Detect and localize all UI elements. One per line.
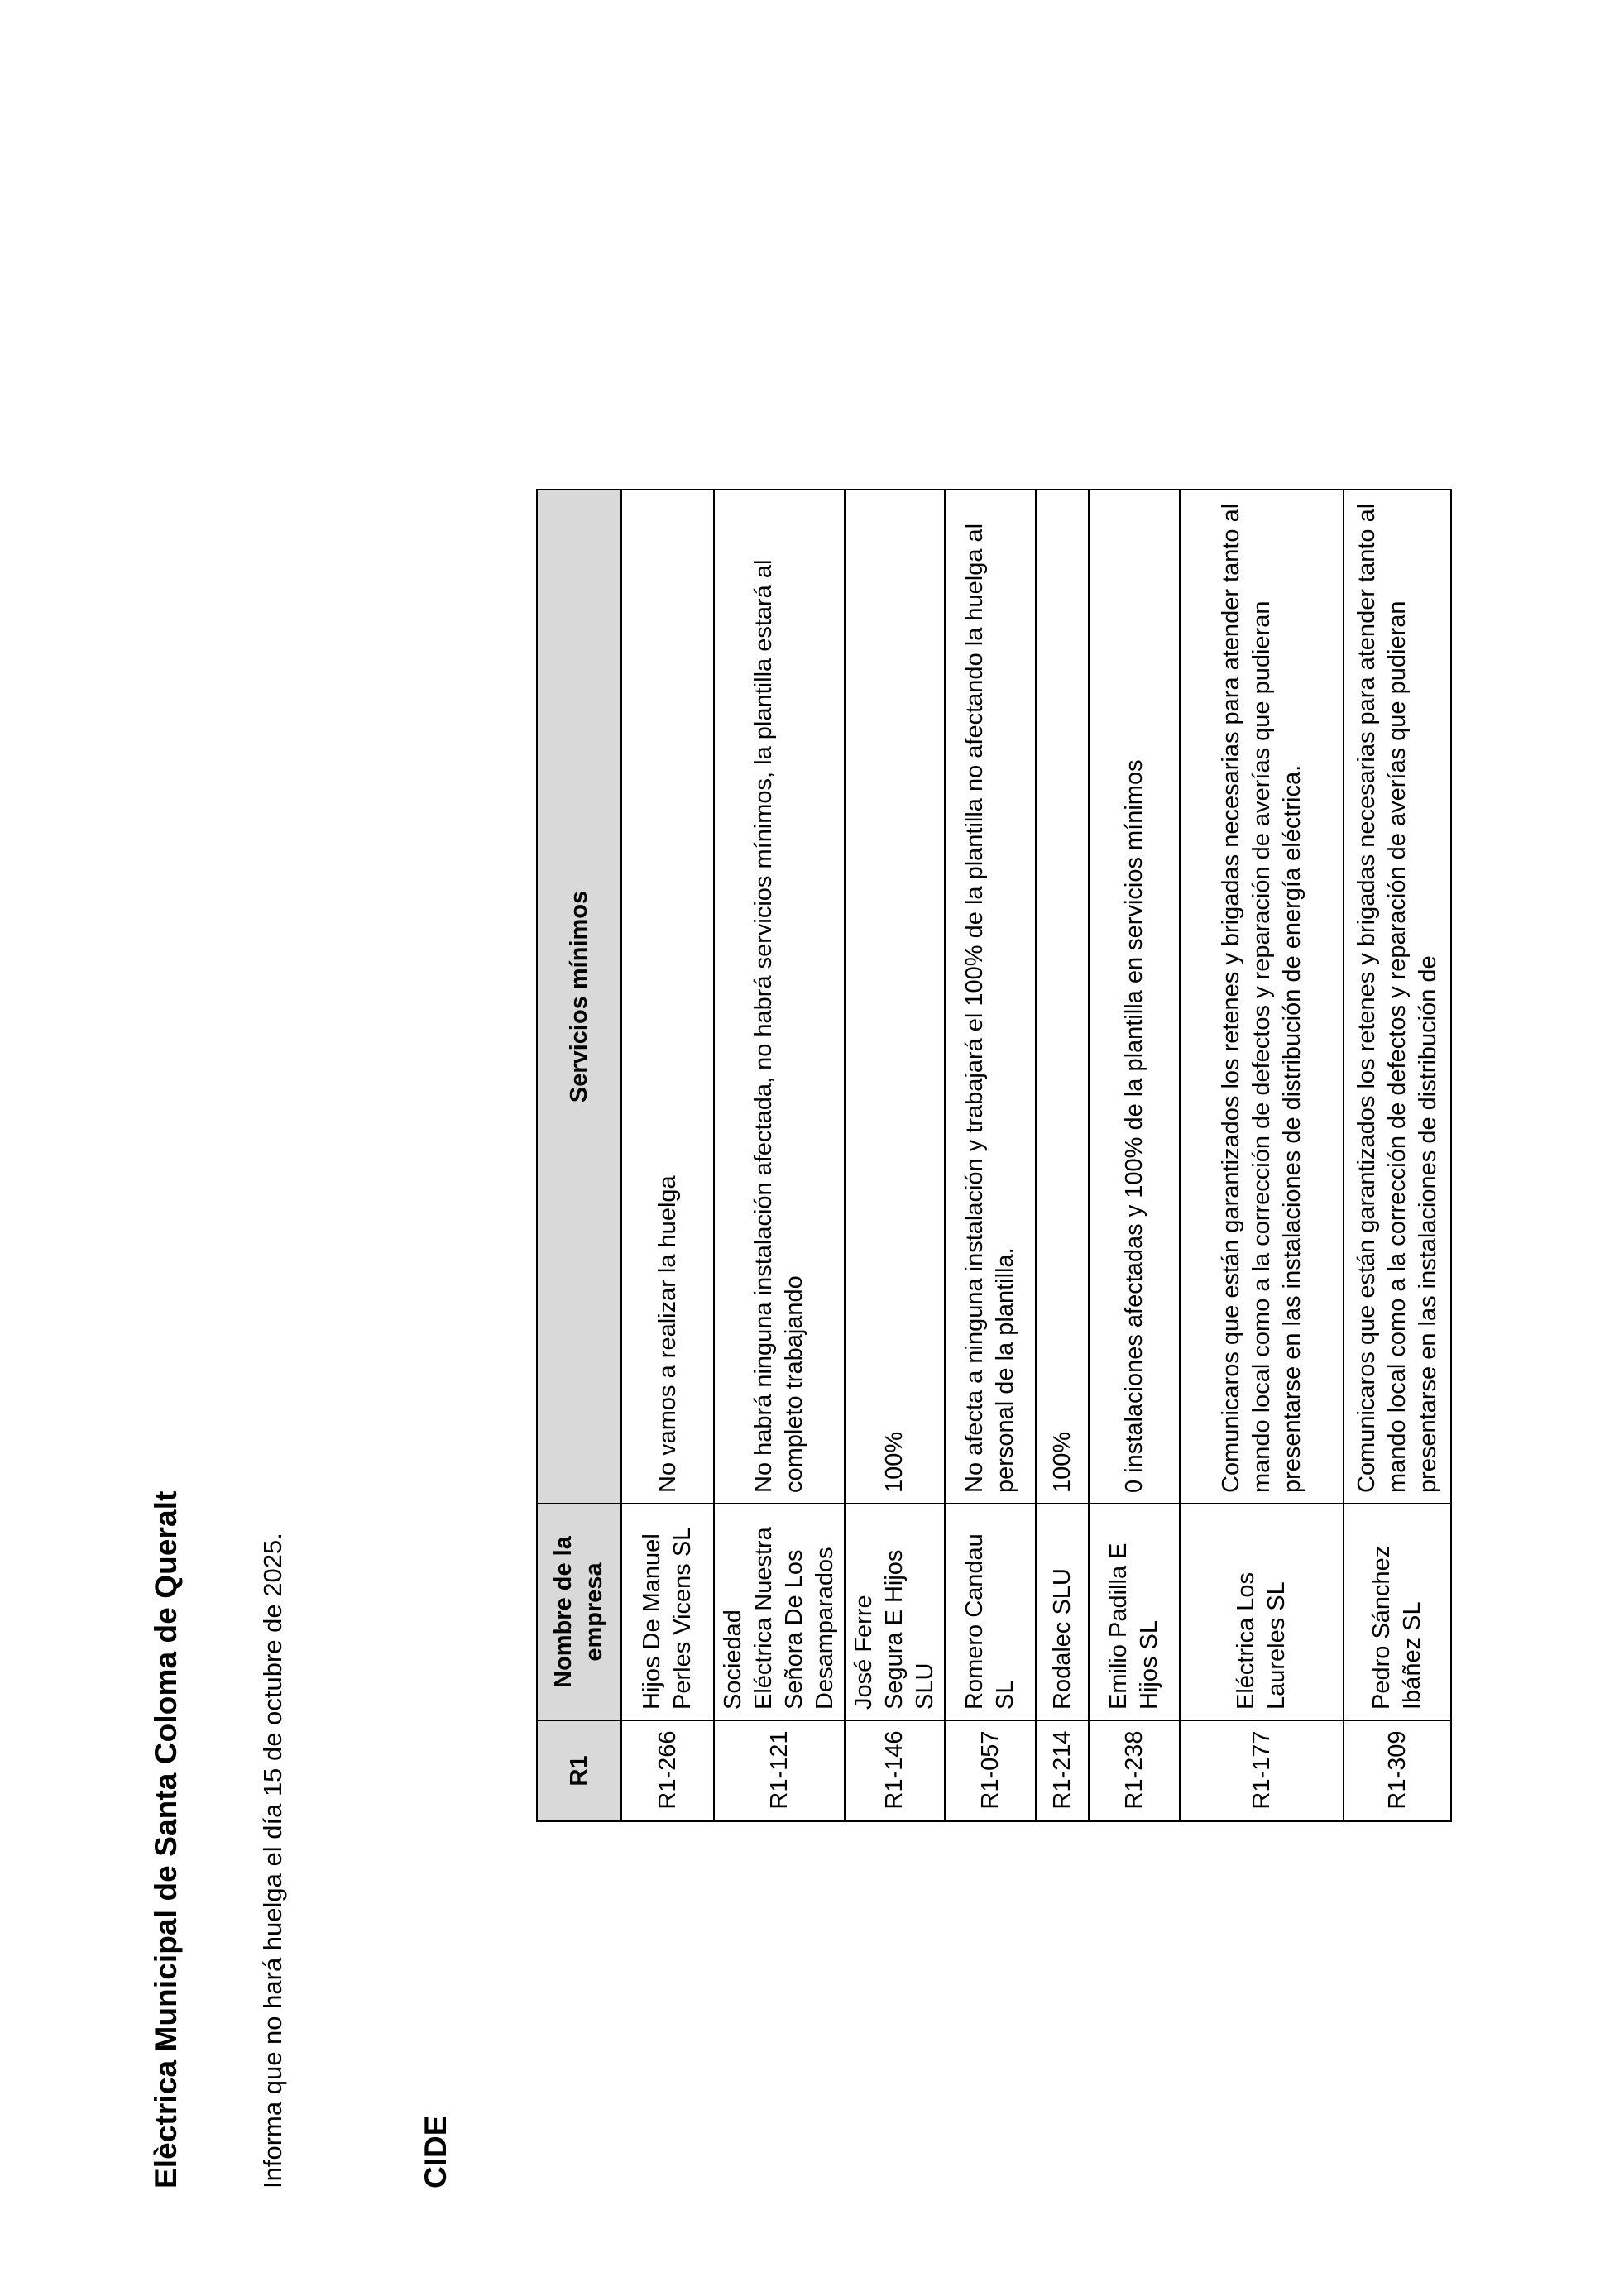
table-row bbox=[945, 490, 1036, 1821]
table-row bbox=[1180, 490, 1344, 1821]
cell-minimum-services: 100% bbox=[845, 490, 945, 1504]
cell-minimum-services: No vamos a realizar la huelga bbox=[621, 490, 714, 1504]
cell-r1: R1-177 bbox=[1180, 1720, 1344, 1821]
cell-minimum-services: Comunicaros que están garantizados los retenes y brigadas necesarias para atender tanto al mando local como a la corrección de defectos y reparación de averías que pudieran presentarse en las instalaciones de distribución de energía eléctrica. bbox=[1180, 490, 1344, 1504]
cell-minimum-services: No habrá ninguna instalación afectada, no habrá servicios mínimos, la plantilla estará al completo trabajando bbox=[714, 490, 845, 1504]
header-r1: R1 bbox=[537, 1720, 621, 1821]
table-header-row bbox=[537, 490, 621, 1821]
cell-minimum-services: Comunicaros que están garantizados los retenes y brigadas necesarias para atender tanto al mando local como a la corrección de defectos y reparación de averías que pudieran presentarse en las instalaciones de distribución de bbox=[1344, 490, 1451, 1504]
table-row bbox=[845, 490, 945, 1821]
intro-text: Informa que no hará huelga el día 15 de octubre de 2025. bbox=[258, 1533, 287, 2188]
cell-r1: R1-146 bbox=[845, 1720, 945, 1821]
document-title: Elèctrica Municipal de Santa Coloma de Queralt bbox=[149, 1490, 183, 2188]
cell-company-name: Hijos De Manuel Perles Vicens SL bbox=[621, 1504, 714, 1720]
minimum-services-table bbox=[536, 489, 1452, 1822]
cell-minimum-services: 100% bbox=[1036, 490, 1089, 1504]
cell-company-name: Emilio Padilla E Hijos SL bbox=[1089, 1504, 1180, 1720]
cell-company-name: José Ferre Segura E Hijos SLU bbox=[845, 1504, 945, 1720]
cell-company-name: Sociedad Eléctrica Nuestra Señora De Los Desamparados bbox=[714, 1504, 845, 1720]
table-row bbox=[1036, 490, 1089, 1821]
header-minimum-services: Servicios mínimos bbox=[537, 490, 621, 1504]
cell-minimum-services: No afecta a ninguna instalación y trabajará el 100% de la plantilla no afectando la huelga al personal de la plantilla. bbox=[945, 490, 1036, 1504]
cell-r1: R1-309 bbox=[1344, 1720, 1451, 1821]
cell-company-name: Eléctrica Los Laureles SL bbox=[1180, 1504, 1344, 1720]
cell-r1: R1-214 bbox=[1036, 1720, 1089, 1821]
section-title: CIDE bbox=[419, 2115, 453, 2188]
cell-r1: R1-121 bbox=[714, 1720, 845, 1821]
cell-r1: R1-238 bbox=[1089, 1720, 1180, 1821]
cell-r1: R1-266 bbox=[621, 1720, 714, 1821]
table-row bbox=[714, 490, 845, 1821]
cell-r1: R1-057 bbox=[945, 1720, 1036, 1821]
header-company-name: Nombre de la empresa bbox=[537, 1504, 621, 1720]
table-row bbox=[1344, 490, 1451, 1821]
cell-minimum-services: 0 instalaciones afectadas y 100% de la plantilla en servicios mínimos bbox=[1089, 490, 1180, 1504]
cell-company-name: Romero Candau SL bbox=[945, 1504, 1036, 1720]
table-row bbox=[621, 490, 714, 1821]
cell-company-name: Rodalec SLU bbox=[1036, 1504, 1089, 1720]
table-row bbox=[1089, 490, 1180, 1821]
cell-company-name: Pedro Sánchez Ibáñez SL bbox=[1344, 1504, 1451, 1720]
